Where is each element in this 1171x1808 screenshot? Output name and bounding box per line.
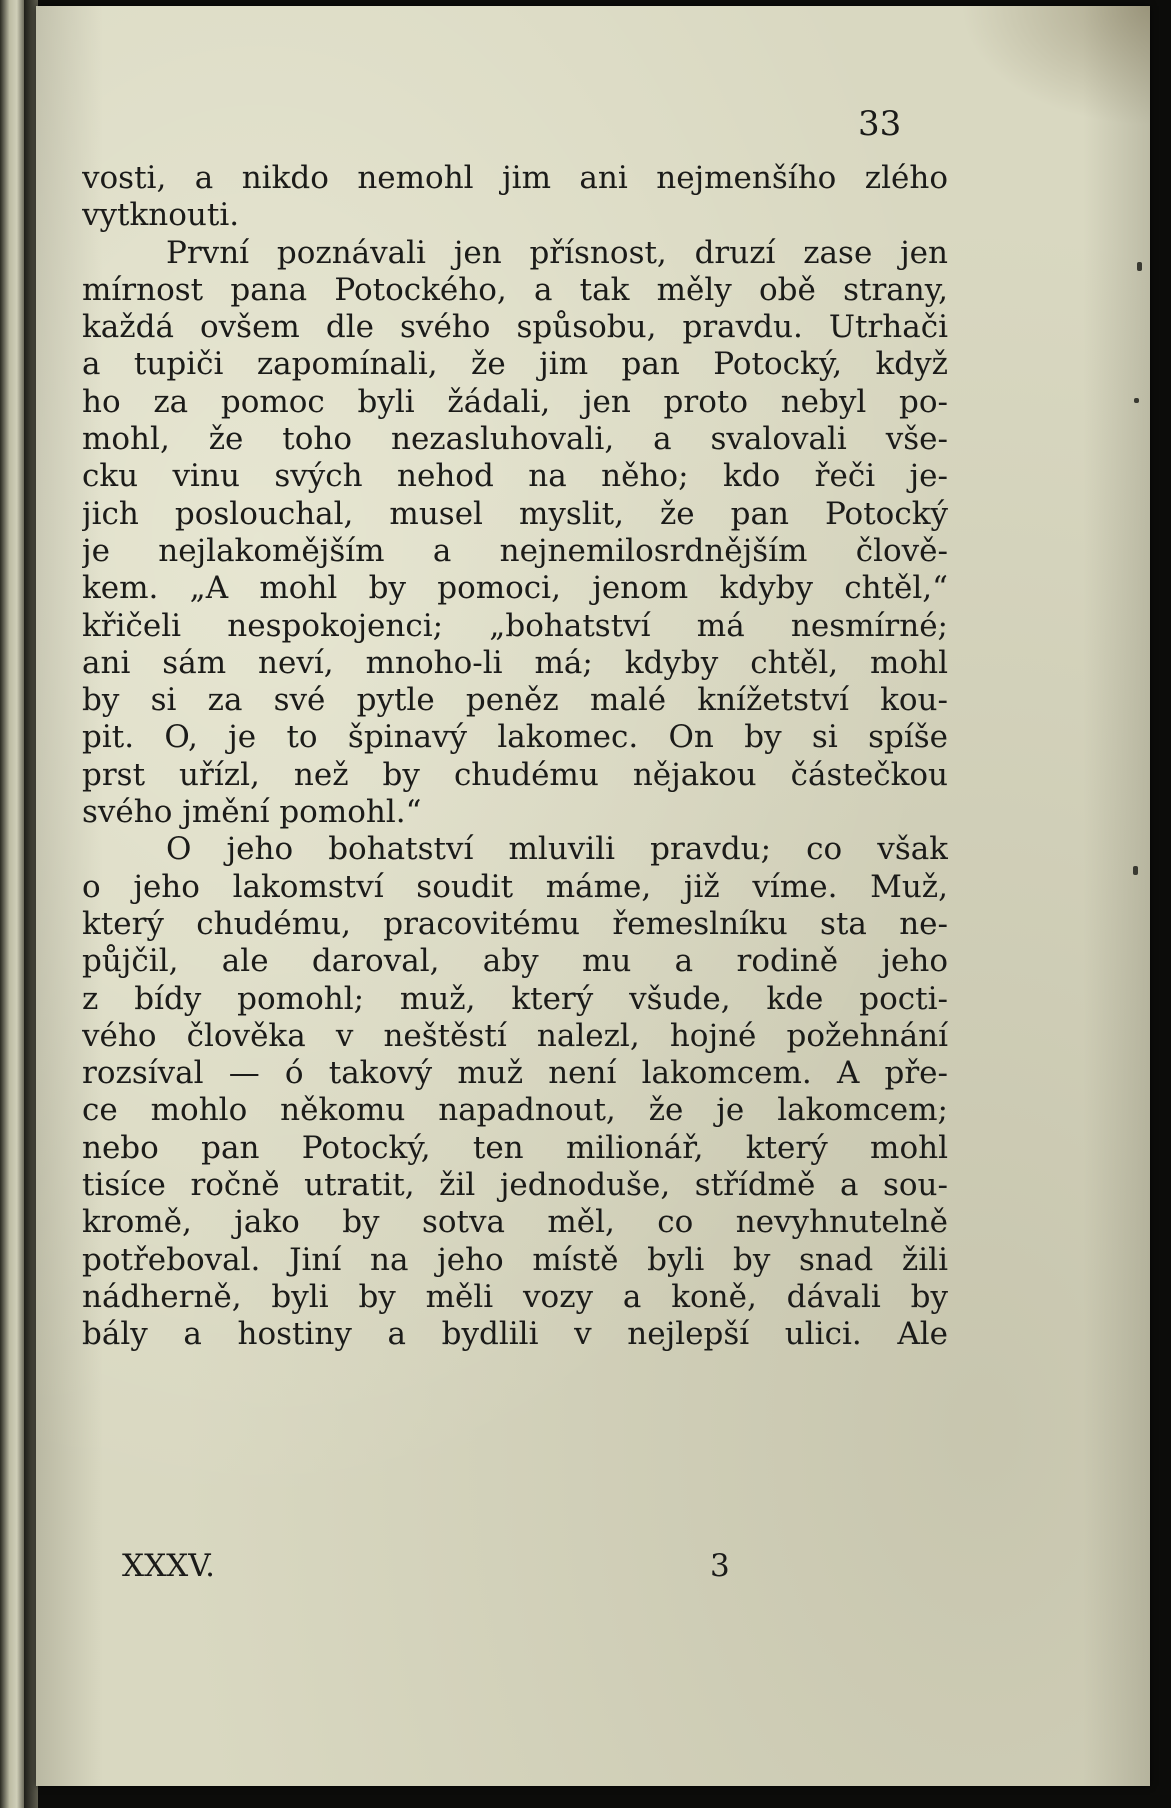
text-line: by si za své pytle peněz malé knížetství kou- — [82, 682, 948, 719]
text-line: půjčil, ale daroval, aby mu a rodině jeho — [82, 943, 948, 980]
text-line: každá ovšem dle svého spůsobu, pravdu. Utrhači — [82, 309, 948, 346]
text-line: pit. O, je to špinavý lakomec. On by si spíše — [82, 719, 948, 756]
signature-mark: XXXV. — [122, 1548, 216, 1584]
text-line: a tupiči zapomínali, že jim pan Potocký, když — [82, 346, 948, 383]
text-line: jich poslouchal, musel myslit, že pan Potocký — [82, 495, 948, 532]
text-line: o jeho lakomství soudit máme, již víme. Muž, — [82, 868, 948, 905]
text-line: ani sám neví, mnoho-li má; kdyby chtěl, mohl — [82, 644, 948, 681]
text-line: prst uřízl, než by chudému nějakou částečkou — [82, 756, 948, 793]
text-line: vého člověka v neštěstí nalezl, hojné požehnání — [82, 1017, 948, 1054]
text-line: cku vinu svých nehod na něho; kdo řeči je- — [82, 458, 948, 495]
body-text — [82, 160, 948, 1354]
text-line: z bídy pomohl; muž, který všude, kde pocti- — [82, 980, 948, 1017]
text-line: nádherně, byli by měli vozy a koně, dávali by — [82, 1278, 948, 1315]
text-line: kromě, jako by sotva měl, co nevyhnutelně — [82, 1204, 948, 1241]
paper-speck — [1133, 866, 1138, 875]
signature-number: 3 — [710, 1548, 730, 1584]
text-line: vytknouti. — [82, 197, 240, 234]
text-line: kem. „A mohl by pomoci, jenom kdyby chtěl,“ — [82, 570, 948, 607]
text-line: vosti, a nikdo nemohl jim ani nejmenšího zlého — [82, 160, 948, 196]
text-line: mírnost pana Potockého, a tak měly obě strany, — [82, 271, 948, 308]
page-corner-wear — [960, 6, 1150, 126]
text-line: nebo pan Potocký, ten milionář, který mohl — [82, 1129, 948, 1166]
text-line: rozsíval — ó takový muž není lakomcem. A pře- — [82, 1055, 948, 1092]
text-line: svého jmění pomohl.“ — [82, 794, 422, 831]
text-line: ce mohlo někomu napadnout, že je lakomcem; — [82, 1092, 948, 1129]
text-line: který chudému, pracovitému řemeslníku sta ne- — [82, 905, 948, 942]
text-line: ho za pomoc byli žádali, jen proto nebyl po- — [82, 383, 948, 420]
text-line: křičeli nespokojenci; „bohatství má nesmírné; — [82, 607, 948, 644]
text-line: je nejlakomějším a nejnemilosrdnějším člově- — [82, 532, 948, 569]
text-line: mohl, že toho nezasluhovali, a svalovali vše- — [82, 421, 948, 458]
text-line: potřeboval. Jiní na jeho místě byli by snad žili — [82, 1241, 948, 1278]
text-line: tisíce ročně utratit, žil jednoduše, střídmě a sou- — [82, 1167, 948, 1204]
text-line: O jeho bohatství mluvili pravdu; co však — [166, 831, 948, 868]
text-line: bály a hostiny a bydlili v nejlepší ulici. Ale — [82, 1316, 948, 1353]
paper-speck — [1137, 262, 1142, 271]
paper-speck — [1134, 398, 1139, 403]
page-number: 33 — [858, 104, 902, 144]
previous-page-edge — [0, 0, 24, 1808]
text-line: První poznávali jen přísnost, druzí zase jen — [166, 234, 948, 271]
